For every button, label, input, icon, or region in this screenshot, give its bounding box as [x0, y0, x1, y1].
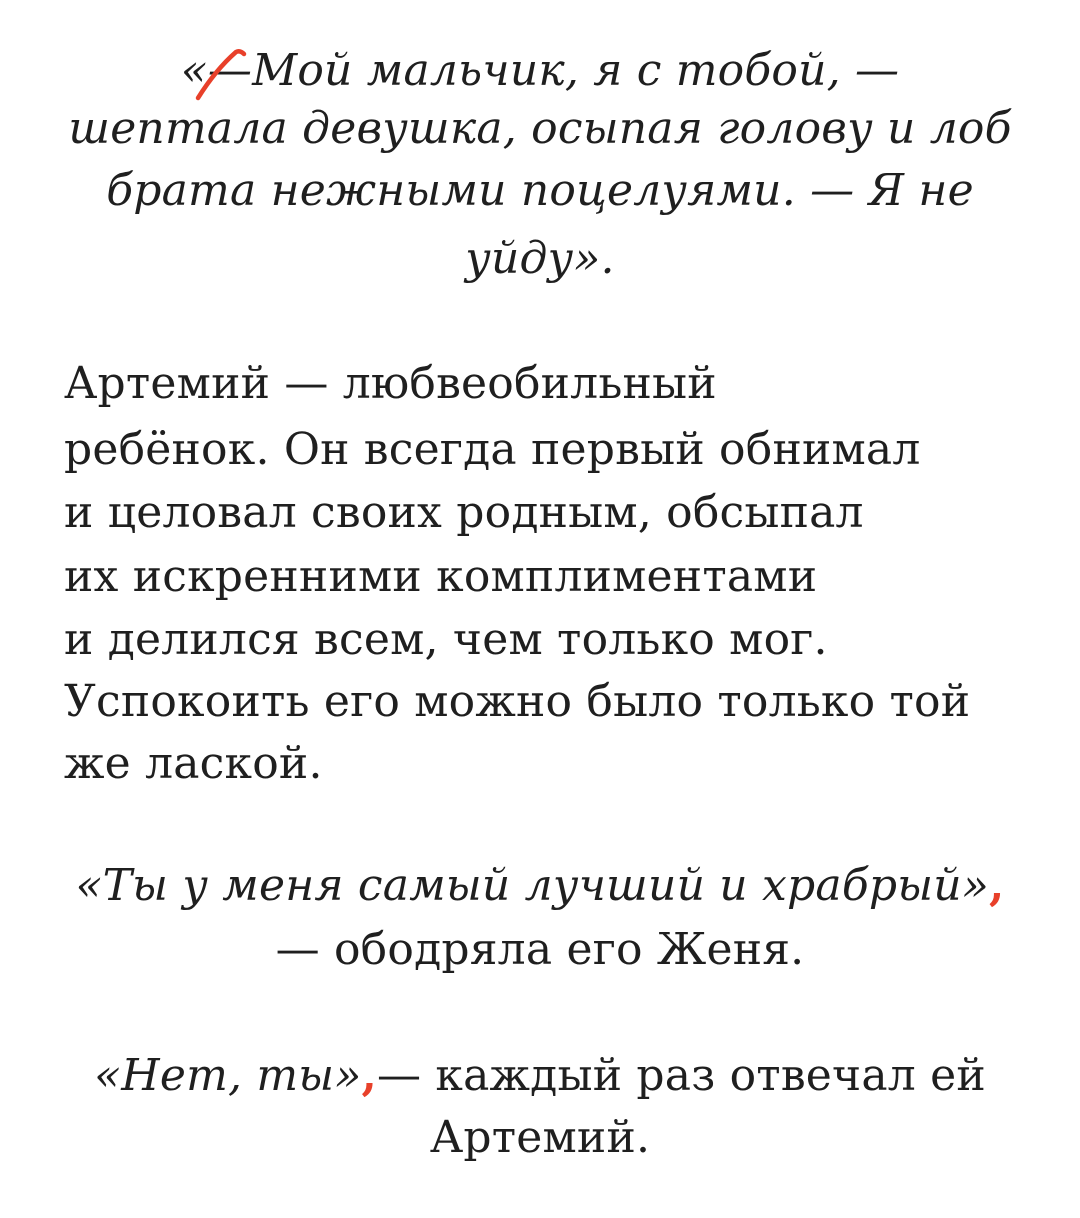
p2-line-3: и целовал своих родным, обсыпал	[64, 487, 864, 538]
p2-line-2: ребёнок. Он всегда первый обнимал	[64, 424, 921, 475]
p2-line-7: же лаской.	[64, 738, 323, 789]
struck-dash: —	[207, 45, 253, 96]
p4-rest: — каждый раз отвечал ей	[376, 1050, 986, 1101]
p2-line-4: их искренними комплиментами	[64, 551, 818, 602]
p4-inserted-comma: ,	[361, 1050, 377, 1101]
p1-line-3: брата нежными поцелуями. — Я не	[106, 165, 974, 216]
p3-quote: «Ты у меня самый лучший и храбрый»	[75, 860, 989, 911]
p3-inserted-comma: ,	[988, 860, 1005, 911]
p4-line-2: Артемий.	[429, 1112, 651, 1163]
open-quote: «	[180, 45, 208, 96]
p3-line-2: — ободряла его Женя.	[275, 924, 805, 975]
p1-line-1-text: Мой мальчик, я с тобой, —	[252, 45, 900, 96]
p1-line-2: шептала девушка, осыпая голову и лоб	[68, 103, 1012, 154]
p4-quote: «Нет, ты»	[94, 1050, 362, 1101]
p2-line-1: Артемий — любвеобильный	[64, 358, 717, 409]
p3-line-1	[0, 855, 1080, 917]
p4-line-1	[0, 1045, 1080, 1107]
p2-line-5: и делился всем, чем только мог.	[64, 614, 828, 665]
p1-line-4: уйду».	[465, 233, 615, 284]
p2-line-6: Успокоить его можно было только той	[64, 676, 971, 727]
p1-line-1	[0, 40, 1080, 102]
